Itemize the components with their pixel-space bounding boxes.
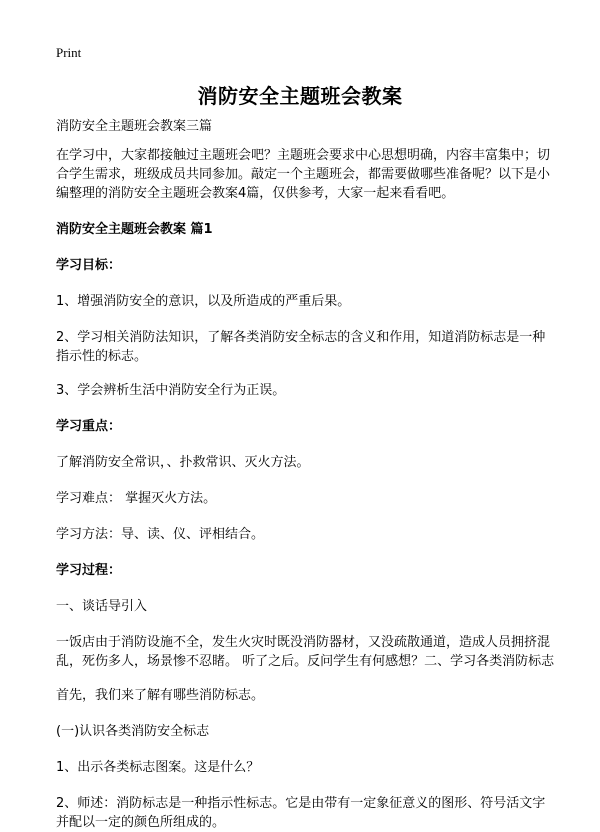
first-paragraph: 首先，我们来了解有哪些消防标志。 [56, 688, 265, 703]
sub-heading: (一)认识各类消防安全标志 [56, 724, 210, 739]
document-subtitle: 消防安全主题班会教案三篇 [56, 119, 213, 134]
goals-heading: 学习目标： [56, 258, 122, 273]
story-paragraph: 一饭店由于消防设施不全，发生火灾时既没消防器材，又没疏散通道，造成人员拥挤混乱，死伤多人，场景惨不忍睹。 听了之后。反问学生有何感想？二、学习各类消防标志 [56, 635, 555, 669]
difficulty-text: 学习难点： 掌握灭火方法。 [56, 491, 217, 506]
intro-paragraph: 在学习中，大家都接触过主题班会吧？主题班会要求中心思想明确，内容丰富集中；切合学生需求，班级成员共同参加。敲定一个主题班会，都需要做哪些准备呢？以下是小编整理的消防安全主题班会教案4篇，仅供参考，大家一起来看看吧。 [56, 148, 551, 201]
document-title: 消防安全主题班会教案 [197, 84, 403, 108]
key-points-heading: 学习重点： [56, 419, 122, 434]
list-item: 1、出示各类标志图案。这是什么？ [56, 760, 260, 775]
goal-item: 3、学会辨析生活中消防安全行为正误。 [56, 383, 286, 398]
document-body [56, 117, 556, 832]
goal-item: 1、增强消防安全的意识，以及所造成的严重后果。 [56, 294, 351, 309]
list-item: 2、师述：消防标志是一种指示性标志。它是由带有一定象征意义的图形、符号活文字并配以一定的颜色所组成的。 [56, 796, 546, 830]
step-intro: 一、谈话导引入 [56, 599, 148, 614]
goal-item: 2、学习相关消防法知识，了解各类消防安全标志的含义和作用，知道消防标志是一种指示性的标志。 [56, 330, 546, 364]
process-heading: 学习过程： [56, 563, 122, 578]
print-link[interactable]: Print [56, 45, 82, 60]
section-title: 消防安全主题班会教案 篇1 [56, 222, 213, 237]
key-points-text: 了解消防安全常识，、扑救常识、灭火方法。 [56, 455, 310, 470]
method-text: 学习方法：导、读、仪、评相结合。 [56, 527, 265, 542]
